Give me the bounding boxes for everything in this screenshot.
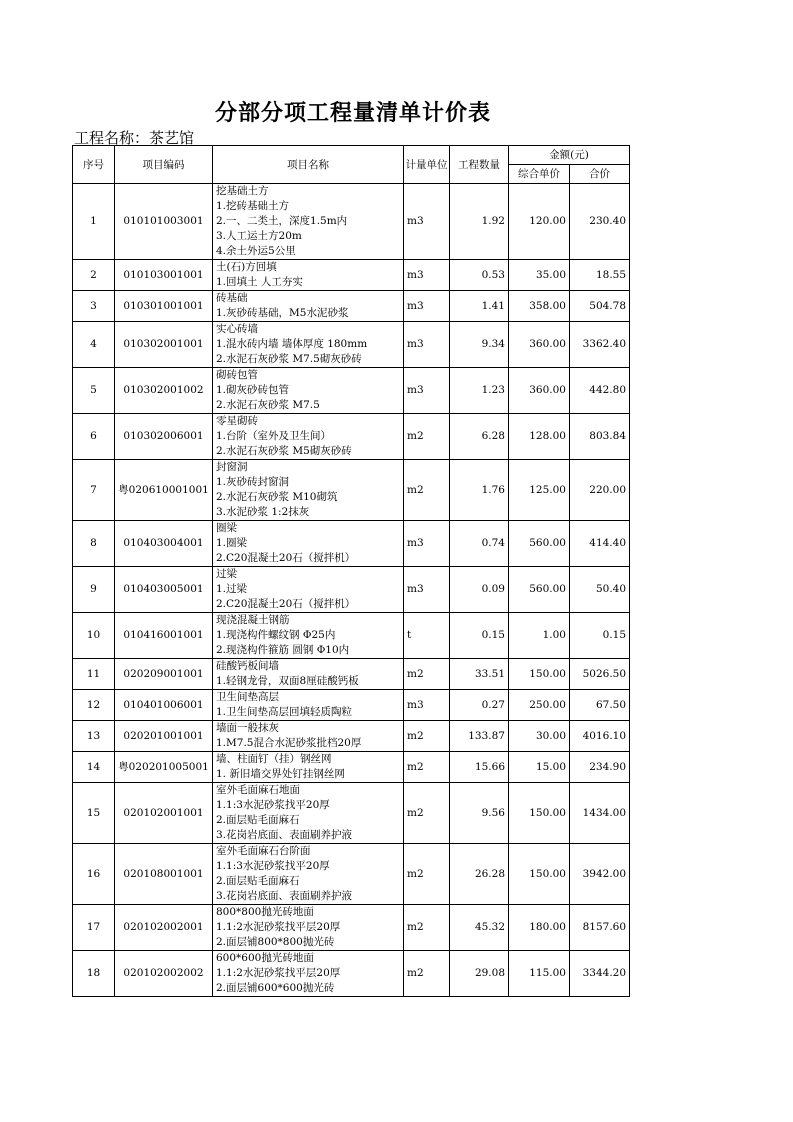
row-name-line: 现浇混凝土钢筋 — [216, 614, 290, 626]
row-code: 010416001001 — [115, 613, 213, 659]
row-total: 18.55 — [570, 260, 630, 291]
row-seq: 8 — [73, 521, 115, 567]
row-qty: 1.41 — [450, 291, 509, 322]
row-code: 粤020610001001 — [115, 460, 213, 521]
row-total: 3942.00 — [570, 844, 630, 905]
row-code: 020209001001 — [115, 659, 213, 690]
row-total: 1434.00 — [570, 783, 630, 844]
row-name — [213, 844, 404, 905]
row-unit: m3 — [404, 260, 450, 291]
row-name-line: 1.M7.5混合水泥砂浆批档20厚 — [216, 737, 362, 749]
row-qty: 6.28 — [450, 414, 509, 460]
row-total: 414.40 — [570, 521, 630, 567]
page-title: 分部分项工程量清单计价表 — [214, 100, 491, 126]
row-unit-price: 30.00 — [509, 721, 570, 752]
row-name — [213, 291, 404, 322]
row-unit-price: 250.00 — [509, 690, 570, 721]
row-name-line: 2.水泥石灰砂浆 M10砌筑 — [216, 491, 338, 503]
row-name-line: 2.面层铺600*600抛光砖 — [216, 982, 335, 994]
row-unit: m2 — [404, 659, 450, 690]
row-name-line: 4.余土外运5公里 — [216, 245, 296, 257]
row-unit: m2 — [404, 783, 450, 844]
row-name — [213, 521, 404, 567]
row-name-line: 土(石)方回填 — [216, 261, 277, 273]
row-name-line: 3.花岗岩底面、表面刷养护液 — [216, 890, 353, 902]
row-name-line: 1.砌灰砂砖包管 — [216, 384, 290, 396]
table-row — [73, 260, 630, 291]
row-name-line: 2.一、二类土，深度1.5m内 — [216, 215, 348, 227]
row-name-line: 1.圈梁 — [216, 537, 248, 549]
table-row — [73, 521, 630, 567]
row-unit-price: 360.00 — [509, 368, 570, 414]
row-name-line: 2.水泥石灰砂浆 M5砌灰砂砖 — [216, 445, 352, 457]
row-name-line: 砖基础 — [216, 292, 248, 304]
row-name-line: 2.现浇构件箍筋 圆钢 Φ10内 — [216, 644, 350, 656]
row-name-line: 1.1:3水泥砂浆找平20厚 — [216, 860, 330, 872]
row-code: 010101003001 — [115, 184, 213, 260]
row-total: 5026.50 — [570, 659, 630, 690]
row-unit-price: 35.00 — [509, 260, 570, 291]
row-name — [213, 184, 404, 260]
row-unit-price: 358.00 — [509, 291, 570, 322]
bill-of-quantities-table — [72, 145, 630, 997]
row-name-line: 1.1:2水泥砂浆找平层20厚 — [216, 921, 341, 933]
row-unit-price: 1.00 — [509, 613, 570, 659]
row-name-line: 1.灰砂砖基础，M5水泥砂浆 — [216, 307, 349, 319]
row-name — [213, 414, 404, 460]
row-unit-price: 128.00 — [509, 414, 570, 460]
row-unit: m3 — [404, 521, 450, 567]
row-name-line: 2.水泥石灰砂浆 M7.5 — [216, 399, 320, 411]
row-total: 4016.10 — [570, 721, 630, 752]
row-name-line: 实心砖墙 — [216, 323, 258, 335]
row-name-line: 2.水泥石灰砂浆 M7.5砌灰砂砖 — [216, 353, 362, 365]
row-qty: 0.53 — [450, 260, 509, 291]
row-name-line: 挖基础土方 — [216, 185, 269, 197]
table-row — [73, 291, 630, 322]
row-unit-price: 150.00 — [509, 659, 570, 690]
row-name-line: 600*600抛光砖地面 — [216, 952, 314, 964]
row-seq: 1 — [73, 184, 115, 260]
table-row — [73, 460, 630, 521]
row-code: 020102001001 — [115, 783, 213, 844]
table-row — [73, 783, 630, 844]
row-total: 234.90 — [570, 752, 630, 783]
row-name — [213, 368, 404, 414]
row-seq: 11 — [73, 659, 115, 690]
row-qty: 1.76 — [450, 460, 509, 521]
row-seq: 4 — [73, 322, 115, 368]
row-unit-price: 150.00 — [509, 783, 570, 844]
row-qty: 0.27 — [450, 690, 509, 721]
row-code: 010403005001 — [115, 567, 213, 613]
row-name-line: 3.人工运土方20m — [216, 230, 302, 242]
table-row — [73, 690, 630, 721]
row-unit-price: 560.00 — [509, 567, 570, 613]
row-code: 010401006001 — [115, 690, 213, 721]
row-unit: m2 — [404, 460, 450, 521]
row-name-line: 零星砌砖 — [216, 415, 258, 427]
row-name — [213, 260, 404, 291]
table-row — [73, 659, 630, 690]
row-unit-price: 180.00 — [509, 905, 570, 951]
table-row — [73, 721, 630, 752]
row-name-line: 1.回填土 人工夯实 — [216, 276, 303, 288]
row-total: 8157.60 — [570, 905, 630, 951]
row-code: 020201001001 — [115, 721, 213, 752]
header-qty: 工程数量 — [450, 146, 509, 184]
row-code: 010103001001 — [115, 260, 213, 291]
row-unit: m3 — [404, 322, 450, 368]
row-name-line: 2.面层铺800*800抛光砖 — [216, 936, 335, 948]
row-seq: 17 — [73, 905, 115, 951]
row-total: 3362.40 — [570, 322, 630, 368]
row-seq: 14 — [73, 752, 115, 783]
row-seq: 3 — [73, 291, 115, 322]
row-total: 50.40 — [570, 567, 630, 613]
row-qty: 1.92 — [450, 184, 509, 260]
row-qty: 9.56 — [450, 783, 509, 844]
row-name-line: 2.C20混凝土20石（搅拌机） — [216, 552, 356, 564]
row-unit: m2 — [404, 844, 450, 905]
row-name-line: 3.花岗岩底面、表面刷养护液 — [216, 829, 353, 841]
row-qty: 133.87 — [450, 721, 509, 752]
row-name-line: 室外毛面麻石台阶面 — [216, 845, 311, 857]
row-unit-price: 125.00 — [509, 460, 570, 521]
row-name-line: 1.台阶（室外及卫生间） — [216, 430, 332, 442]
header-unit-price: 综合单价 — [509, 165, 570, 184]
row-total: 230.40 — [570, 184, 630, 260]
row-name-line: 3.水泥砂浆 1:2抹灰 — [216, 506, 310, 518]
row-name-line: 墙面一般抹灰 — [216, 722, 279, 734]
table-row — [73, 844, 630, 905]
row-total: 220.00 — [570, 460, 630, 521]
row-total: 504.78 — [570, 291, 630, 322]
table-row — [73, 184, 630, 260]
row-name-line: 墙、柱面钉（挂）钢丝网 — [216, 753, 332, 765]
table-row — [73, 322, 630, 368]
row-name — [213, 567, 404, 613]
row-qty: 45.32 — [450, 905, 509, 951]
row-total: 3344.20 — [570, 951, 630, 997]
row-name-line: 2.面层贴毛面麻石 — [216, 875, 300, 887]
row-unit-price: 120.00 — [509, 184, 570, 260]
table-row — [73, 613, 630, 659]
row-name-line: 800*800抛光砖地面 — [216, 906, 314, 918]
row-qty: 9.34 — [450, 322, 509, 368]
row-qty: 1.23 — [450, 368, 509, 414]
row-code: 010302001001 — [115, 322, 213, 368]
row-code: 010302006001 — [115, 414, 213, 460]
row-name-line: 1.卫生间垫高层回填轻质陶粒 — [216, 706, 353, 718]
row-name — [213, 322, 404, 368]
row-name-line: 2.面层贴毛面麻石 — [216, 814, 300, 826]
row-seq: 9 — [73, 567, 115, 613]
row-total: 442.80 — [570, 368, 630, 414]
row-code: 020102002002 — [115, 951, 213, 997]
table-row — [73, 905, 630, 951]
row-name-line: 过梁 — [216, 568, 237, 580]
row-name — [213, 460, 404, 521]
table-row — [73, 368, 630, 414]
row-name-line: 卫生间垫高层 — [216, 691, 279, 703]
row-name — [213, 905, 404, 951]
row-unit-price: 15.00 — [509, 752, 570, 783]
row-name-line: 圈梁 — [216, 522, 237, 534]
row-unit: m2 — [404, 721, 450, 752]
row-code: 010403004001 — [115, 521, 213, 567]
row-unit-price: 360.00 — [509, 322, 570, 368]
row-unit: m2 — [404, 752, 450, 783]
row-qty: 0.15 — [450, 613, 509, 659]
row-seq: 10 — [73, 613, 115, 659]
header-name: 项目名称 — [213, 146, 404, 184]
row-seq: 2 — [73, 260, 115, 291]
row-name-line: 1. 新旧墙交界处钉挂钢丝网 — [216, 768, 345, 780]
row-qty: 0.74 — [450, 521, 509, 567]
header-total: 合价 — [570, 165, 630, 184]
row-qty: 33.51 — [450, 659, 509, 690]
table-row — [73, 567, 630, 613]
row-unit-price: 150.00 — [509, 844, 570, 905]
row-unit: m2 — [404, 414, 450, 460]
row-unit-price: 560.00 — [509, 521, 570, 567]
header-unit: 计量单位 — [404, 146, 450, 184]
row-seq: 13 — [73, 721, 115, 752]
header-amount: 金额(元) — [509, 146, 630, 165]
row-qty: 29.08 — [450, 951, 509, 997]
table-row — [73, 414, 630, 460]
project-name: 工程名称：茶艺馆 — [74, 129, 195, 147]
row-unit: t — [404, 613, 450, 659]
row-name-line: 1.1:3水泥砂浆找平20厚 — [216, 799, 330, 811]
row-unit: m2 — [404, 951, 450, 997]
header-row-1 — [73, 146, 630, 165]
row-total: 0.15 — [570, 613, 630, 659]
row-name — [213, 752, 404, 783]
row-name-line: 1.1:2水泥砂浆找平层20厚 — [216, 967, 341, 979]
row-unit-price: 115.00 — [509, 951, 570, 997]
row-name-line: 硅酸钙板间墙 — [216, 660, 279, 672]
row-seq: 12 — [73, 690, 115, 721]
row-code: 020102002001 — [115, 905, 213, 951]
row-name-line: 1.挖砖基础土方 — [216, 200, 290, 212]
row-total: 67.50 — [570, 690, 630, 721]
row-unit: m2 — [404, 905, 450, 951]
row-qty: 26.28 — [450, 844, 509, 905]
table-row — [73, 951, 630, 997]
row-name — [213, 613, 404, 659]
row-name-line: 封窗洞 — [216, 461, 248, 473]
row-seq: 15 — [73, 783, 115, 844]
row-name-line: 2.C20混凝土20石（搅拌机） — [216, 598, 356, 610]
row-seq: 7 — [73, 460, 115, 521]
row-qty: 0.09 — [450, 567, 509, 613]
row-name — [213, 659, 404, 690]
row-name-line: 1.灰砂砖封窗洞 — [216, 476, 290, 488]
row-seq: 6 — [73, 414, 115, 460]
row-qty: 15.66 — [450, 752, 509, 783]
row-unit: m3 — [404, 291, 450, 322]
row-name — [213, 951, 404, 997]
row-unit: m3 — [404, 690, 450, 721]
row-name — [213, 690, 404, 721]
row-name — [213, 783, 404, 844]
table-row — [73, 752, 630, 783]
row-unit: m3 — [404, 567, 450, 613]
row-seq: 5 — [73, 368, 115, 414]
row-unit: m3 — [404, 368, 450, 414]
row-total: 803.84 — [570, 414, 630, 460]
row-name-line: 砌砖包管 — [216, 369, 258, 381]
row-seq: 16 — [73, 844, 115, 905]
row-code: 020108001001 — [115, 844, 213, 905]
row-unit: m3 — [404, 184, 450, 260]
row-code: 010301001001 — [115, 291, 213, 322]
row-code: 粤020201005001 — [115, 752, 213, 783]
row-name-line: 室外毛面麻石地面 — [216, 784, 300, 796]
row-name — [213, 721, 404, 752]
row-name-line: 1.过梁 — [216, 583, 248, 595]
row-code: 010302001002 — [115, 368, 213, 414]
row-name-line: 1.混水砖内墙 墙体厚度 180mm — [216, 338, 368, 350]
row-seq: 18 — [73, 951, 115, 997]
row-name-line: 1.现浇构件螺纹钢 Φ25内 — [216, 629, 336, 641]
row-name-line: 1.轻钢龙骨，双面8厘硅酸钙板 — [216, 675, 359, 687]
header-seq: 序号 — [73, 146, 115, 184]
header-code: 项目编码 — [115, 146, 213, 184]
